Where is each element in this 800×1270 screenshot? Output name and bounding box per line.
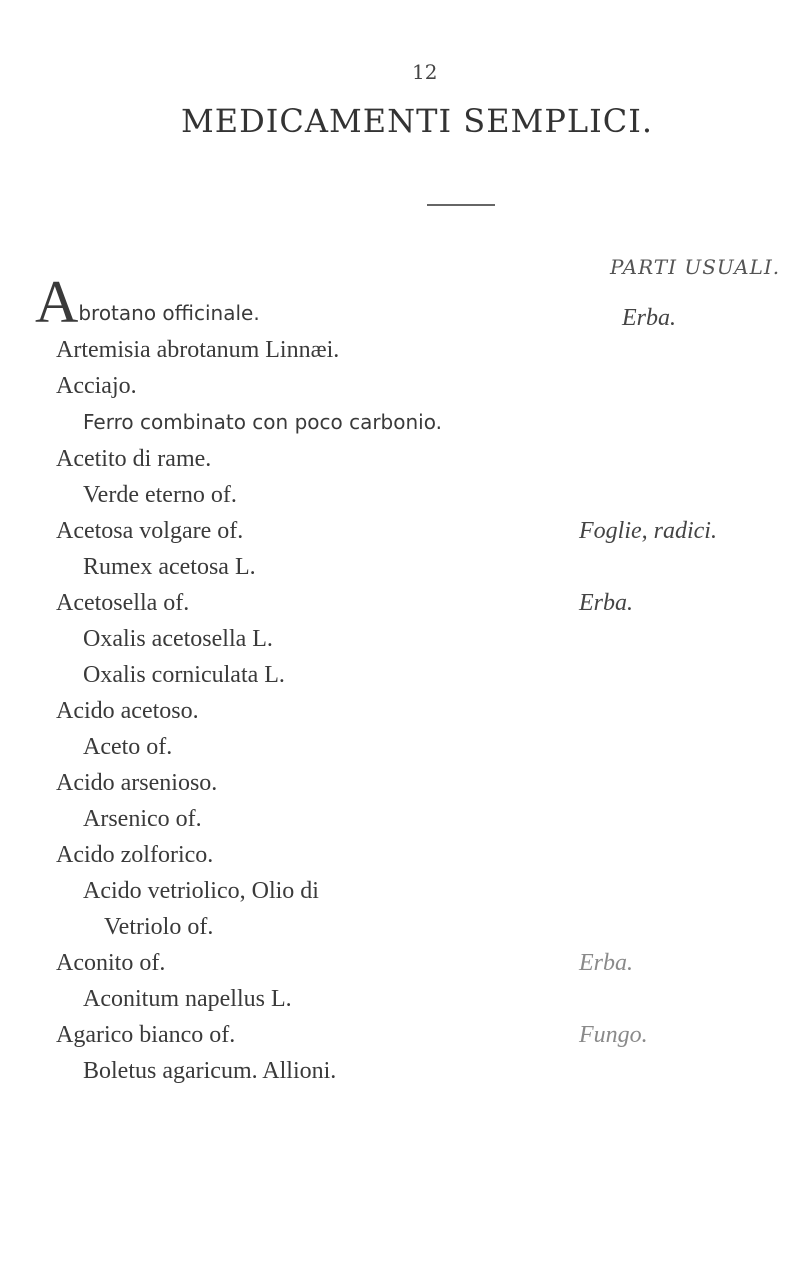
entry-line: Acetosella of. xyxy=(56,590,190,616)
entry-line: Oxalis corniculata L. xyxy=(83,662,285,688)
entry-line: Aconito of. xyxy=(56,950,166,976)
entry-line: Vetriolo of. xyxy=(104,914,214,940)
entry-line: Artemisia abrotanum Linnæi. xyxy=(56,337,340,363)
entry-line: Boletus agaricum. Allioni. xyxy=(83,1058,337,1084)
entry-line: Rumex acetosa L. xyxy=(83,554,256,580)
entry-line: Acido acetoso. xyxy=(56,698,199,724)
entry-line: Acetosa volgare of. xyxy=(56,518,244,544)
page-number: 12 xyxy=(412,60,438,84)
entry-text: brotano officinale. xyxy=(78,301,260,325)
entry-line: Ferro combinato con poco carbonio. xyxy=(83,410,442,434)
dropcap: A xyxy=(35,269,79,335)
entry-line: Aconitum napellus L. xyxy=(83,986,292,1012)
entry-part: Erba. xyxy=(622,305,676,331)
entry-part: Erba. xyxy=(579,950,633,976)
entry-part: Foglie, radici. xyxy=(579,518,717,544)
entry-line: Verde eterno of. xyxy=(83,482,237,508)
title-rule xyxy=(427,204,495,206)
entry-line: Arsenico of. xyxy=(83,806,202,832)
entry-part: Erba. xyxy=(579,590,633,616)
entry-line: Aceto of. xyxy=(83,734,173,760)
entry-line: Acciajo. xyxy=(56,373,137,399)
entry-line: Acetito di rame. xyxy=(56,446,212,472)
entry-line: Oxalis acetosella L. xyxy=(83,626,273,652)
entry-part: Fungo. xyxy=(579,1022,648,1048)
entry-line: Acido arsenioso. xyxy=(56,770,218,796)
entry-abrotano xyxy=(35,269,260,335)
entry-line: Acido vetriolico, Olio di xyxy=(83,878,319,904)
entry-line: Acido zolforico. xyxy=(56,842,214,868)
column-header: PARTI USUALI. xyxy=(610,255,781,279)
entry-line: Agarico bianco of. xyxy=(56,1022,236,1048)
page-title: MEDICAMENTI SEMPLICI. xyxy=(180,102,654,140)
